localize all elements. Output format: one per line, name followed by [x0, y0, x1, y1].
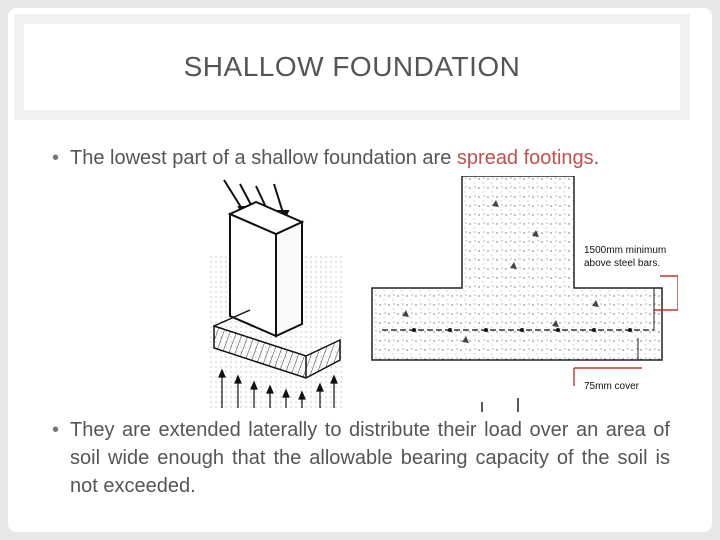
footing-section-drawing	[342, 176, 678, 412]
highlight-spread-footings: spread footings	[456, 147, 594, 169]
note-min-depth: 1500mm minimum above steel bars.	[584, 245, 667, 269]
bullet-lateral-extension	[52, 416, 670, 500]
bullet-dot: •	[52, 147, 60, 169]
title-box	[24, 24, 680, 110]
bullet-dot: •	[52, 419, 60, 441]
bullet-spread-footings	[52, 144, 670, 172]
bullet1-text: The lowest part of a shallow foundation are	[70, 147, 457, 169]
footing-isometric-illustration	[210, 176, 342, 410]
slide-title: SHALLOW FOUNDATION	[183, 51, 521, 82]
note-cover: 75mm cover	[584, 381, 640, 392]
bullet2-text: They are extended laterally to distribute their load over an area of soil wide enough that the allowable bearing capacity of the soil is not exceeded.	[70, 419, 670, 497]
bullet1-period: .	[593, 147, 600, 169]
title-band	[14, 14, 690, 120]
